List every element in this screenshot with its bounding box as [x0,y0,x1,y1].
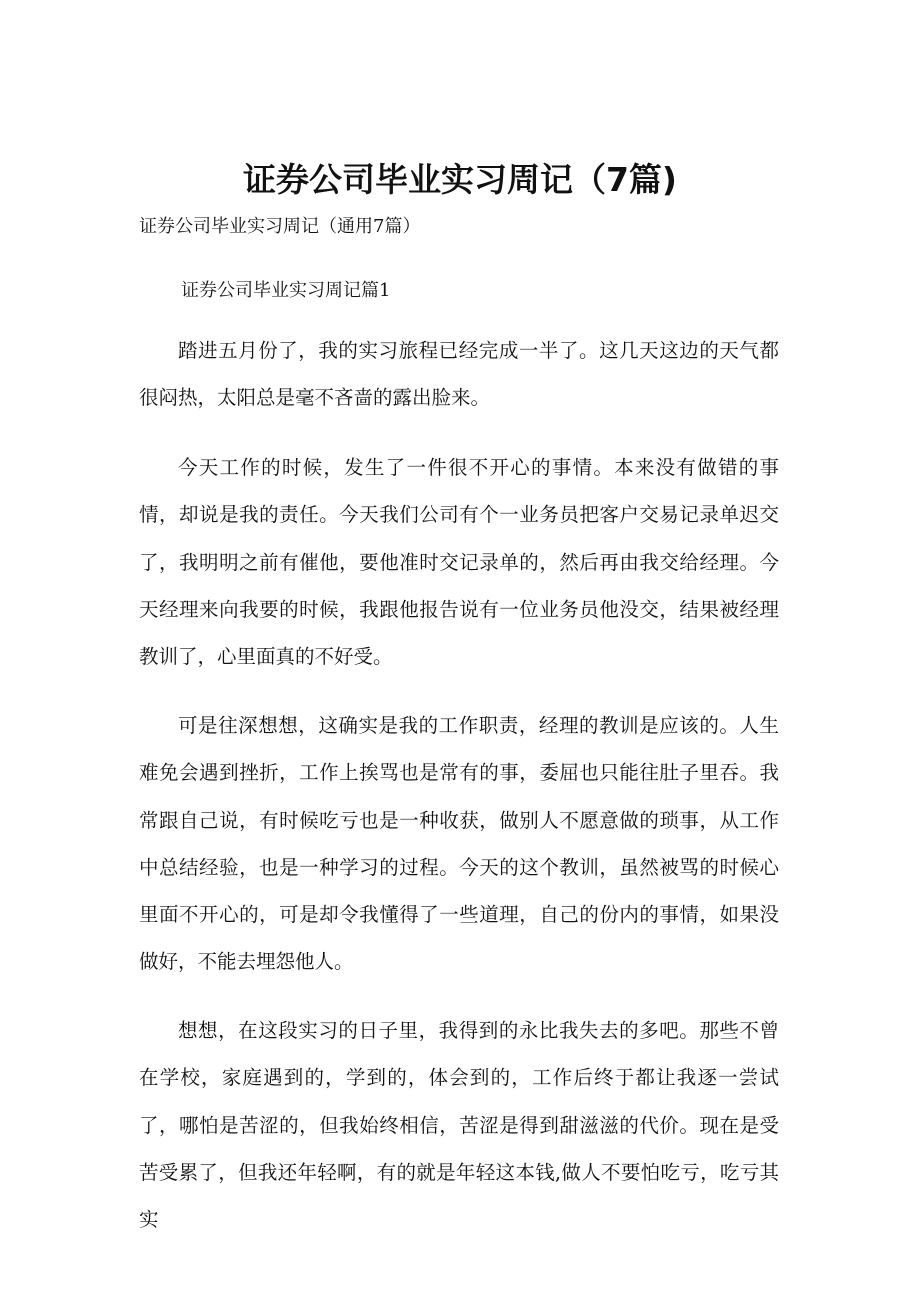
paragraph: 踏进五月份了，我的实习旅程已经完成一半了。这几天这边的天气都很闷热，太阳总是毫不吝啬的露出脸来。 [139,339,779,410]
paragraph: 可是往深想想，这确实是我的工作职责，经理的教训是应该的。人生难免会遇到挫折，工作上挨骂也是常有的事，委屈也只能往肚子里吞。我常跟自己说，有时候吃亏也是一种收获，做别人不愿意做的琐事，从工作中总结经验，也是一种学习的过程。今天的这个教训，虽然被骂的时候心里面不开心的，可是却令我懂得了一些道理，自己的份内的事情，如果没做好，不能去埋怨他人。 [139,714,779,974]
paragraph: 今天工作的时候，发生了一件很不开心的事情。本来没有做错的事情，却说是我的责任。今天我们公司有个一业务员把客户交易记录单迟交了，我明明之前有催他，要他准时交记录单的，然后再由我交给经理。今天经理来向我要的时候，我跟他报告说有一位业务员他没交，结果被经理教训了，心里面真的不好受。 [139,456,779,669]
section-heading: 证券公司毕业实习周记篇1 [181,280,391,301]
document-subtitle: 证券公司毕业实习周记（通用7篇） [139,216,421,237]
document-title: 证券公司毕业实习周记（7篇) [242,160,678,199]
paragraph: 想想，在这段实习的日子里，我得到的永比我失去的多吧。那些不曾在学校，家庭遇到的，学到的，体会到的，工作后终于都让我逐一尝试了，哪怕是苦涩的，但我始终相信，苦涩是得到甜滋滋的代价。现在是受苦受累了，但我还年轻啊，有的就是年轻这本钱,做人不要怕吃亏，吃亏其实 [139,1019,779,1232]
